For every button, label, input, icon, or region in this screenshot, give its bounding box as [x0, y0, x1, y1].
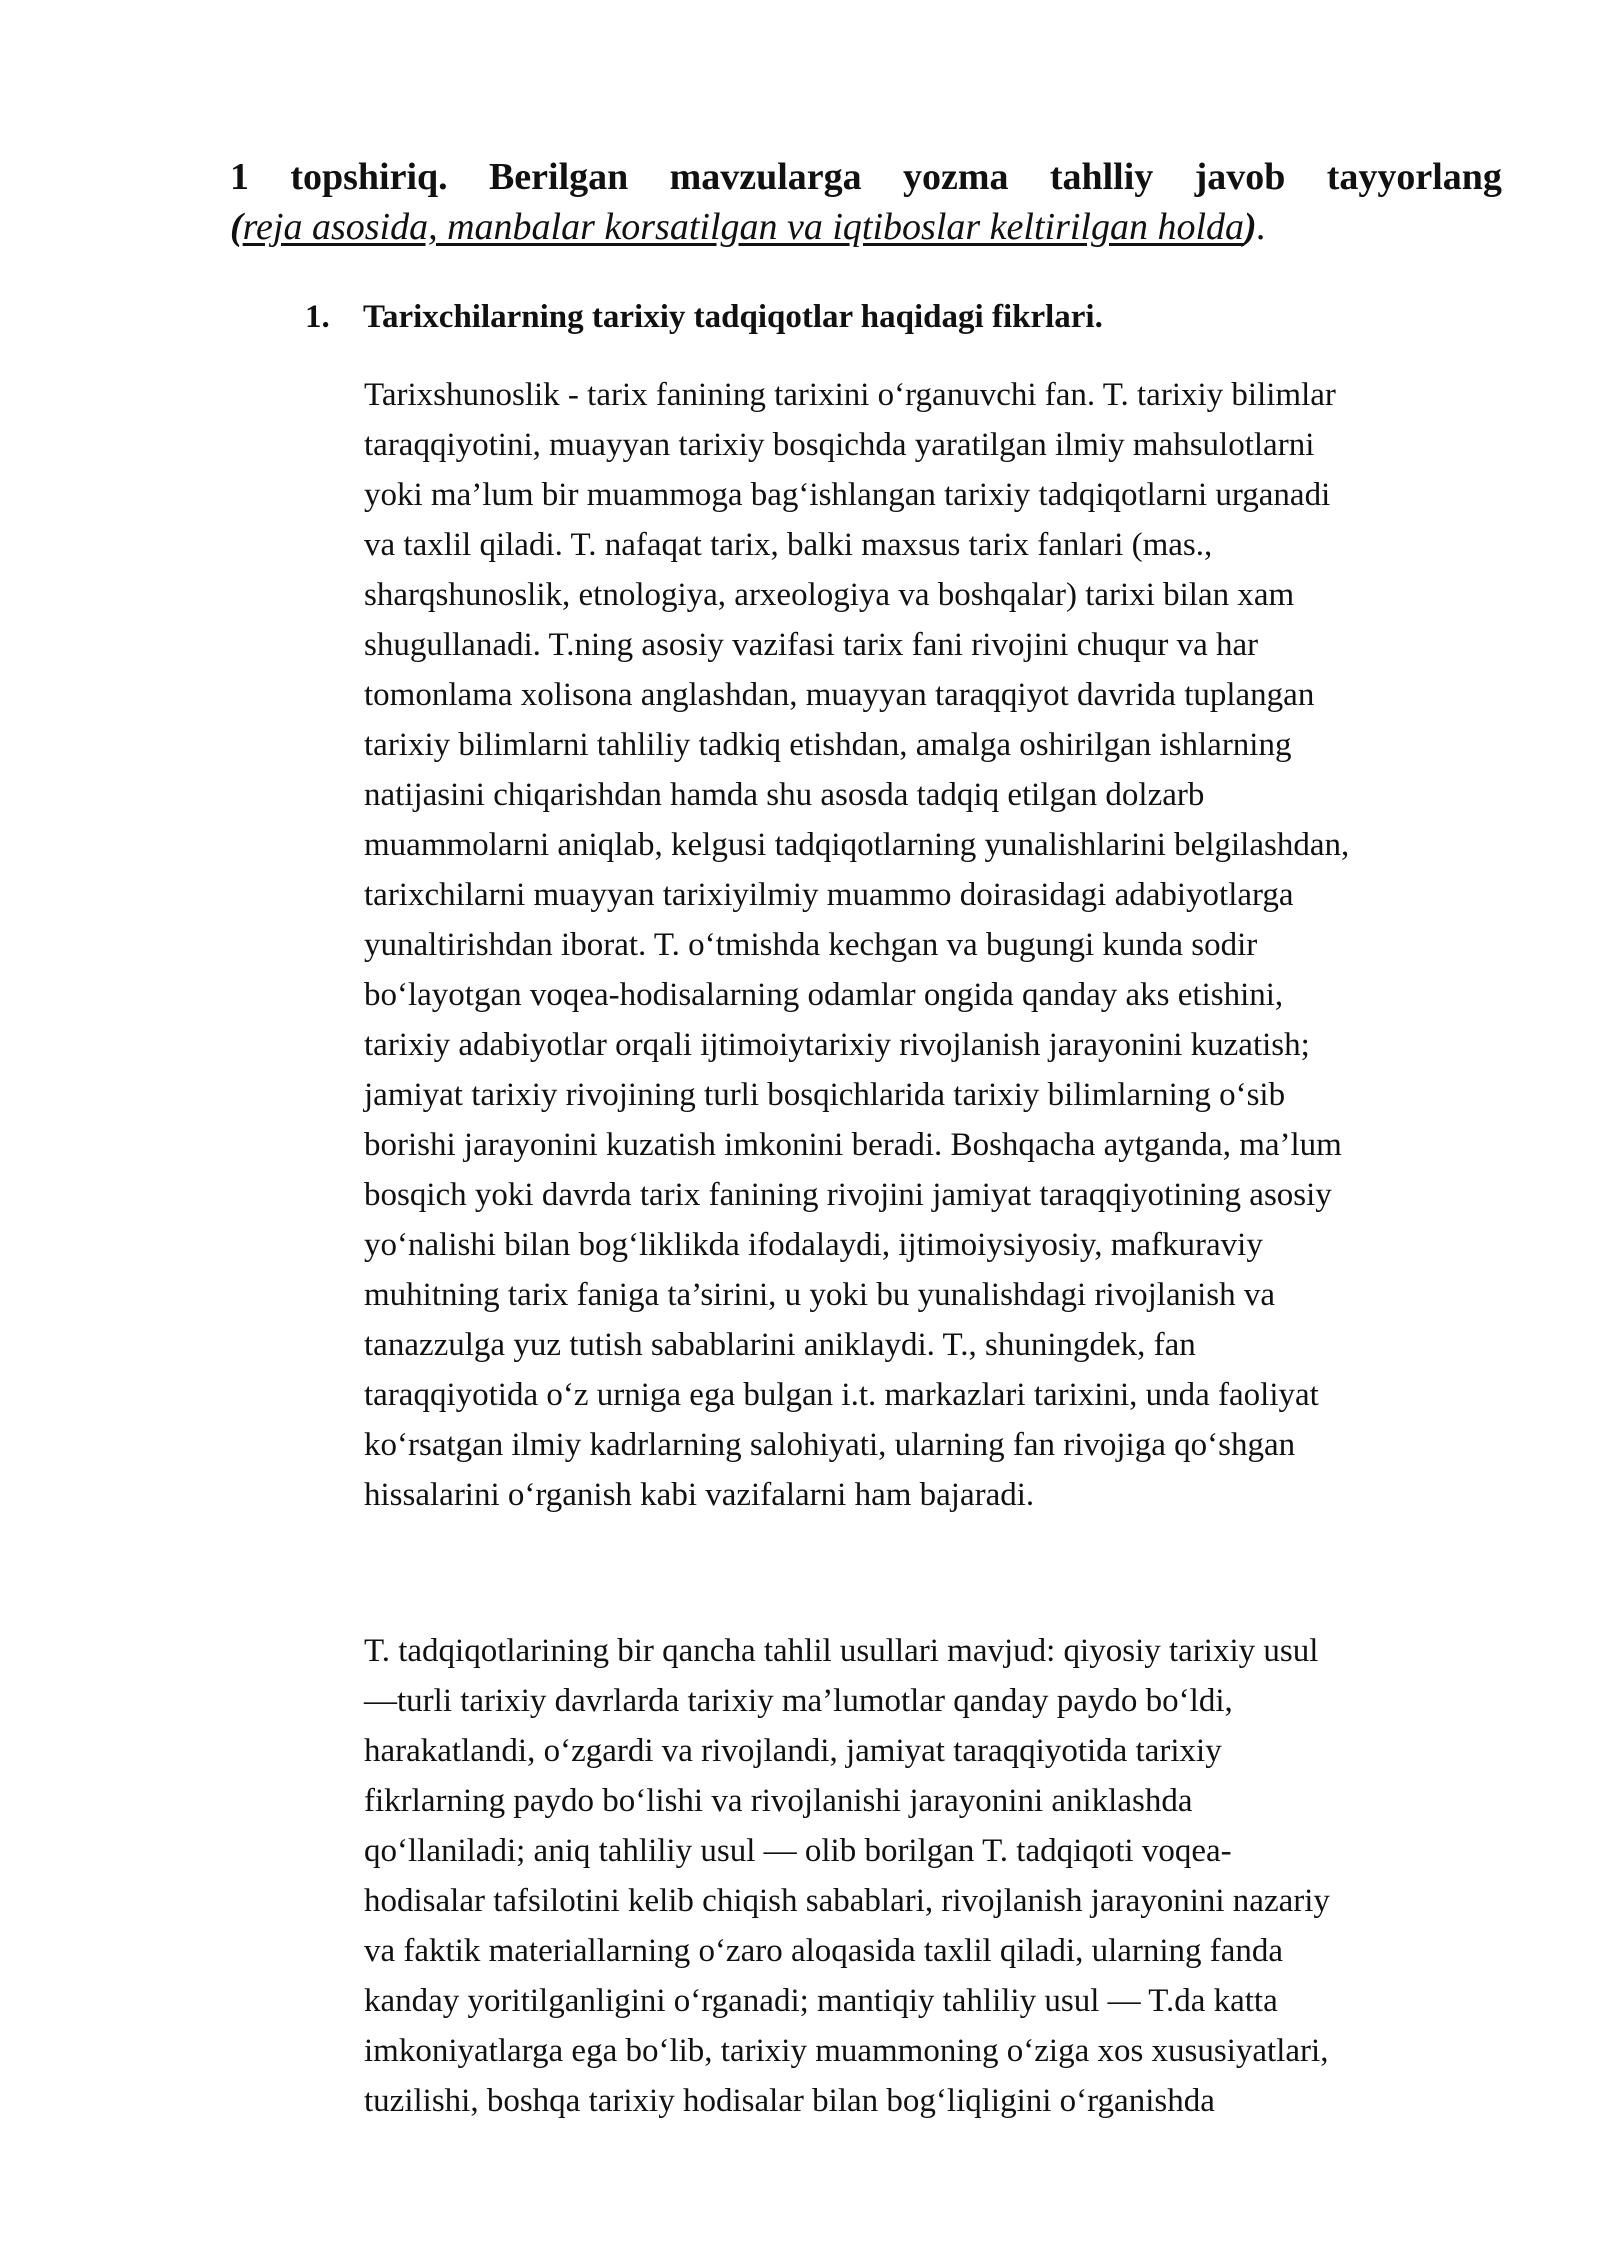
text-line: muhitning tarix faniga ta’sirini, u yoki bu yunalishdagi rivojlanish va: [364, 1277, 1276, 1313]
text-line: taraqqiyotini, muayyan tarixiy bosqichda yaratilgan ilmiy mahsulotlarni: [364, 427, 1315, 463]
text-line: tarixiy adabiyotlar orqali ijtimoiytarixiy rivojlanish jarayonini kuzatish;: [364, 1027, 1310, 1063]
text-line: —turli tarixiy davrlarda tarixiy ma’lumotlar qanday paydo bo‘ldi,: [364, 1683, 1233, 1719]
text-line: natijasini chiqarishdan hamda shu asosda tadqiq etilgan dolzarb: [364, 777, 1205, 813]
task-word: tahlliy: [1049, 156, 1154, 198]
text-line: harakatlandi, o‘zgardi va rivojlandi, jamiyat taraqqiyotida tarixiy: [364, 1733, 1222, 1769]
task-word: mavzularga: [669, 156, 862, 198]
text-line: imkoniyatlarga ega bo‘lib, tarixiy muammoning o‘ziga xos xususiyatlari,: [364, 2033, 1329, 2069]
text-line: tanazzulga yuz tutish sabablarini aniklaydi. T., shuningdek, fan: [364, 1327, 1196, 1363]
text-line: yoki ma’lum bir muammoga bag‘ishlangan tarixiy tadqiqotlarni urganadi: [364, 477, 1331, 513]
text-line: va taxlil qiladi. T. nafaqat tarix, balki maxsus tarix fanlari (mas.,: [364, 527, 1213, 563]
paragraph-2: [364, 1626, 1514, 2126]
text-line: bosqich yoki davrda tarix fanining rivojini jamiyat taraqqiyotining asosiy: [364, 1177, 1332, 1213]
task-word: Berilgan: [488, 156, 629, 198]
text-line: Tarixshunoslik - tarix fanining tarixini o‘rganuvchi fan. T. tarixiy bilimlar: [364, 377, 1336, 413]
text-line: borishi jarayonini kuzatish imkonini beradi. Boshqacha aytganda, ma’lum: [364, 1127, 1342, 1163]
text-line: jamiyat tarixiy rivojining turli bosqichlarida tarixiy bilimlarning o‘sib: [364, 1077, 1286, 1113]
task-note: reja asosida, manbalar korsatilgan va iqtiboslar keltirilgan holda: [242, 206, 1245, 248]
text-line: T. tadqiqotlarining bir qancha tahlil usullari mavjud: qiyosiy tarixiy usul: [364, 1633, 1319, 1669]
task-word: tayyorlang: [1326, 156, 1502, 198]
section-title: Tarixchilarning tarixiy tadqiqotlar haqidagi fikrlari.: [363, 299, 1103, 335]
text-line: shugullanadi. T.ning asosiy vazifasi tarix fani rivojini chuqur va har: [364, 627, 1259, 663]
text-line: muammolarni aniqlab, kelgusi tadqiqotlarning yunalishlarini belgilashdan,: [364, 827, 1350, 863]
task-note-end: .: [1256, 206, 1267, 248]
task-word: javob: [1194, 156, 1286, 198]
text-line: yunaltirishdan iborat. T. o‘tmishda kechgan va bugungi kunda sodir: [364, 927, 1258, 963]
text-line: hissalarini o‘rganish kabi vazifalarni ham bajaradi.: [364, 1477, 1035, 1513]
text-line: tomonlama xolisona anglashdan, muayyan taraqqiyot davrida tuplangan: [364, 677, 1315, 713]
text-line: taraqqiyotida o‘z urniga ega bulgan i.t. markazlari tarixini, unda faoliyat: [364, 1377, 1319, 1413]
paragraph-1: [364, 370, 1514, 1520]
text-line: ko‘rsatgan ilmiy kadrlarning salohiyati, ularning fan rivojiga qo‘shgan: [364, 1427, 1296, 1463]
text-line: fikrlarning paydo bo‘lishi va rivojlanishi jarayonini aniklashda: [364, 1783, 1193, 1819]
text-line: tarixiy bilimlarni tahliliy tadkiq etishdan, amalga oshirilgan ishlarning: [364, 727, 1292, 763]
task-number: 1: [230, 156, 249, 198]
text-line: kanday yoritilganligini o‘rganadi; mantiqiy tahliliy usul — T.da katta: [364, 1983, 1278, 2019]
text-line: sharqshunoslik, etnologiya, arxeologiya va boshqalar) tarixi bilan xam: [364, 577, 1295, 613]
text-line: tuzilishi, boshqa tarixiy hodisalar bilan bog‘liqligini o‘rganishda: [364, 2083, 1215, 2119]
text-line: va faktik materiallarning o‘zaro aloqasida taxlil qiladi, ularning fanda: [364, 1933, 1284, 1969]
paren-close: ): [1244, 206, 1257, 248]
text-line: yo‘nalishi bilan bog‘liklikda ifodalaydi, ijtimoiysiyosiy, mafkuraviy: [364, 1227, 1263, 1263]
task-word: yozma: [902, 156, 1009, 198]
text-line: qo‘llaniladi; aniq tahliliy usul — olib borilgan T. tadqiqoti voqea-: [364, 1833, 1232, 1869]
text-line: bo‘layotgan voqea-hodisalarning odamlar ongida qanday aks etishini,: [364, 977, 1284, 1013]
text-line: tarixchilarni muayyan tarixiyilmiy muammo doirasidagi adabiyotlarga: [364, 877, 1294, 913]
section-number: 1.: [305, 299, 330, 335]
task-title-line: [230, 152, 1502, 202]
task-heading: [230, 152, 1502, 252]
task-note-line: [230, 202, 1502, 252]
task-word: topshiriq.: [290, 156, 448, 198]
section-heading: [305, 294, 1103, 340]
text-line: hodisalar tafsilotini kelib chiqish sabablari, rivojlanish jarayonini nazariy: [364, 1883, 1330, 1919]
paren-open: (: [230, 206, 243, 248]
